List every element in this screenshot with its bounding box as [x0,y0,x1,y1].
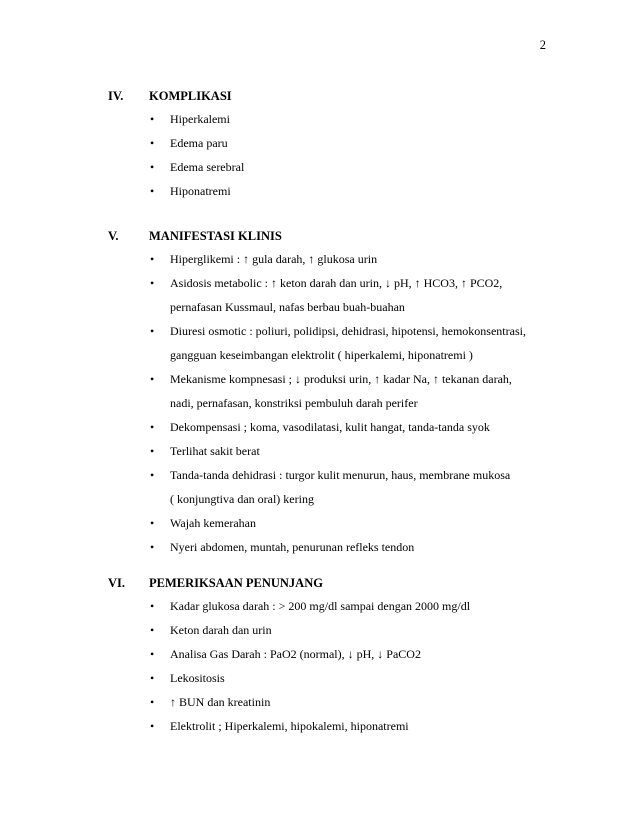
list-item: • Lekositosis [150,666,568,690]
list-item: • Mekanisme kompnesasi ; ↓ produksi urin, ↑ kadar Na, ↑ tekanan darah, nadi, pernafasan, konstriksi pembuluh darah perifer [150,367,568,415]
list-item: • Hiperkalemi [150,107,568,131]
bullet-icon: • [150,695,155,709]
list-item: • Terlihat sakit berat [150,439,568,463]
section-manifestasi-klinis [108,225,568,559]
bullet-icon: • [150,372,155,386]
section-number: VI. [108,575,126,590]
bullet-icon: • [150,324,155,338]
bullet-icon: • [150,599,155,613]
bullet-list [108,594,568,738]
list-item: • Keton darah dan urin [150,618,568,642]
bullet-icon: • [150,420,155,434]
bullet-icon: • [150,444,155,458]
bullet-icon: • [150,276,155,290]
list-item: • Hiperglikemi : ↑ gula darah, ↑ glukosa urin [150,247,568,271]
list-item: • Tanda-tanda dehidrasi : turgor kulit menurun, haus, membrane mukosa ( konjungtiva dan oral) kering [150,463,568,511]
section-heading [108,225,568,247]
section-pemeriksaan-penunjang [108,572,568,738]
list-item: • Kadar glukosa darah : > 200 mg/dl sampai dengan 2000 mg/dl [150,594,568,618]
section-title: MANIFESTASI KLINIS [149,228,282,243]
section-title: KOMPLIKASI [149,88,232,103]
bullet-icon: • [150,252,155,266]
bullet-icon: • [150,516,155,530]
bullet-icon: • [150,468,155,482]
list-item: • Elektrolit ; Hiperkalemi, hipokalemi, hiponatremi [150,714,568,738]
list-item: • Wajah kemerahan [150,511,568,535]
bullet-icon: • [150,540,155,554]
section-heading [108,572,568,594]
list-item: • Nyeri abdomen, muntah, penurunan refleks tendon [150,535,568,559]
list-item: • Analisa Gas Darah : PaO2 (normal), ↓ pH, ↓ PaCO2 [150,642,568,666]
list-item: • Asidosis metabolic : ↑ keton darah dan urin, ↓ pH, ↑ HCO3, ↑ PCO2, pernafasan Kussmaul, nafas berbau buah-buahan [150,271,568,319]
section-title: PEMERIKSAAN PENUNJANG [149,575,323,590]
bullet-icon: • [150,112,155,126]
bullet-icon: • [150,160,155,174]
list-item: • Hiponatremi [150,179,568,203]
bullet-icon: • [150,647,155,661]
bullet-icon: • [150,719,155,733]
bullet-list [108,107,568,203]
bullet-icon: • [150,184,155,198]
list-item: • Diuresi osmotic : poliuri, polidipsi, dehidrasi, hipotensi, hemokonsentrasi, gangguan keseimbangan elektrolit ( hiperkalemi, hiponatremi ) [150,319,568,367]
section-heading [108,85,568,107]
bullet-icon: • [150,671,155,685]
list-item: • Dekompensasi ; koma, vasodilatasi, kulit hangat, tanda-tanda syok [150,415,568,439]
bullet-icon: • [150,136,155,150]
section-number: V. [108,228,119,243]
section-komplikasi [108,85,568,203]
page-number: 2 [539,38,546,52]
bullet-list [108,247,568,559]
list-item: • Edema paru [150,131,568,155]
section-number: IV. [108,88,124,103]
list-item: • ↑ BUN dan kreatinin [150,690,568,714]
list-item: • Edema serebral [150,155,568,179]
bullet-icon: • [150,623,155,637]
